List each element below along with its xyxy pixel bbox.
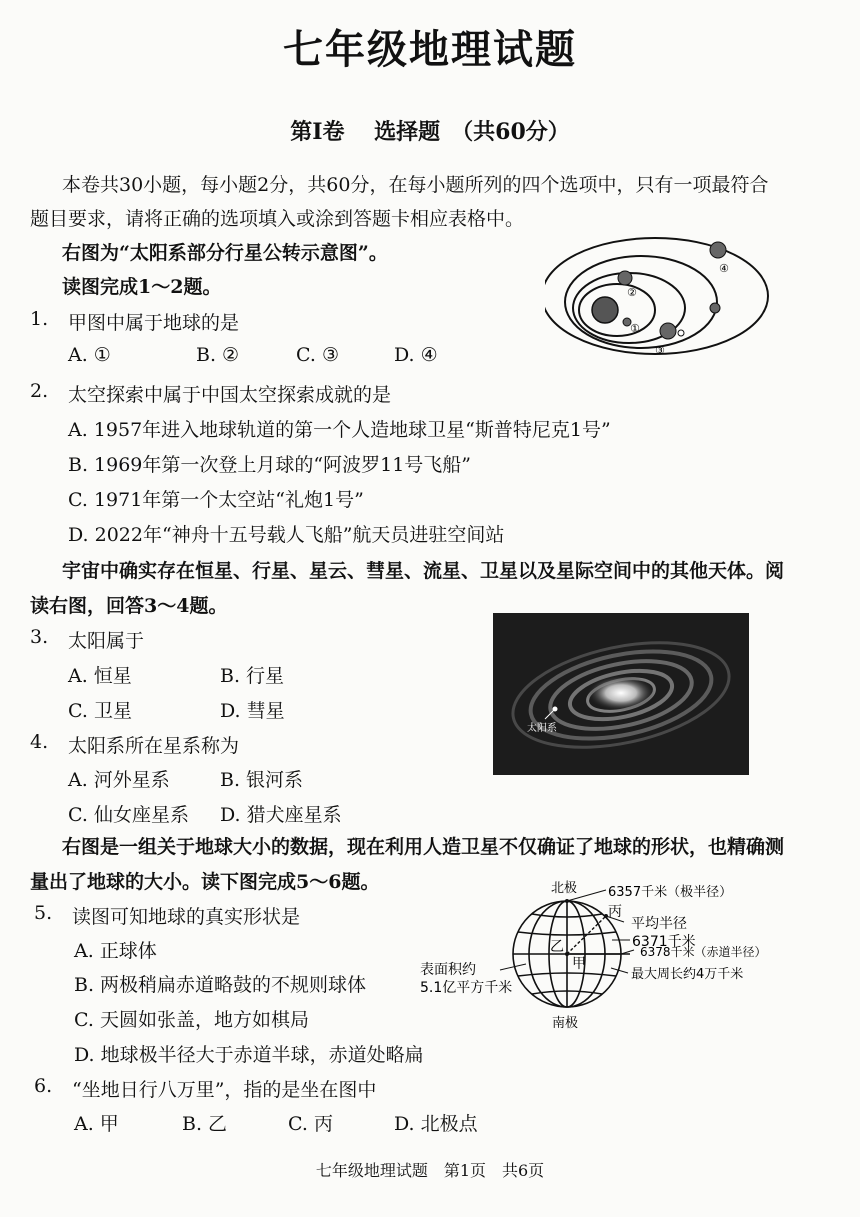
q3-option-d: D. 彗星 xyxy=(220,700,285,722)
equatorial-radius-label: 6378千米（赤道半径） xyxy=(640,945,767,959)
q4-option-c: C. 仙女座星系 xyxy=(68,804,189,826)
label-4: ④ xyxy=(719,262,729,275)
q3-option-c: C. 卫星 xyxy=(68,700,132,722)
label-1: ① xyxy=(630,322,640,335)
q1-option-b: B. ② xyxy=(196,344,240,366)
group3-lead-1: 右图是一组关于地球大小的数据，现在利用人造卫星不仅确证了地球的形状，也精确测 xyxy=(62,836,785,858)
q3-option-a: A. 恒星 xyxy=(68,665,132,687)
page-footer: 七年级地理试题 第1页 共6页 xyxy=(315,1161,545,1180)
q5-option-c: C. 天圆如张盖，地方如棋局 xyxy=(74,1009,309,1031)
q1-number: 1. xyxy=(30,308,49,330)
orbit-3 xyxy=(565,256,717,348)
q4-option-a: A. 河外星系 xyxy=(68,769,170,791)
q4-number: 4. xyxy=(30,731,49,753)
planet-outer xyxy=(710,303,720,313)
label-2: ② xyxy=(627,286,637,299)
group1-read: 读图完成1～2题。 xyxy=(62,276,222,298)
point-yi-label: 乙 xyxy=(550,939,564,955)
surface-area-value: 5.1亿平方千米 xyxy=(420,980,513,996)
q3-number: 3. xyxy=(30,626,49,648)
q2-option-a: A. 1957年进入地球轨道的第一个人造地球卫星“斯普特尼克1号” xyxy=(68,419,611,441)
group2-lead-2: 读右图，回答3～4题。 xyxy=(30,595,228,617)
q1-stem: 甲图中属于地球的是 xyxy=(68,312,240,334)
q5-option-a: A. 正球体 xyxy=(74,940,157,962)
galaxy-image xyxy=(493,613,749,775)
q1-option-a: A. ① xyxy=(68,344,111,366)
earth-size-figure xyxy=(412,874,792,1034)
q6-option-a: A. 甲 xyxy=(74,1113,119,1135)
q6-stem: “坐地日行八万里”，指的是坐在图中 xyxy=(72,1079,377,1101)
surface-area-title: 表面积约 xyxy=(420,962,476,978)
galaxy-figure xyxy=(493,613,749,775)
q5-option-b: B. 两极稍扁赤道略鼓的不规则球体 xyxy=(74,974,367,996)
intro-line-1: 本卷共30小题，每小题2分，共60分，在每小题所列的四个选项中，只有一项最符合 xyxy=(62,174,769,196)
q4-option-d: D. 猎犬座星系 xyxy=(220,804,342,826)
group3-lead-2: 量出了地球的大小。读下图完成5～6题。 xyxy=(30,871,380,893)
q3-stem: 太阳属于 xyxy=(68,630,145,652)
sun-icon xyxy=(592,297,618,323)
point-bing-label: 丙 xyxy=(608,904,622,920)
q2-option-b: B. 1969年第一次登上月球的“阿波罗11号飞船” xyxy=(68,454,471,476)
intro-line-2: 题目要求，请将正确的选项填入或涂到答题卡相应表格中。 xyxy=(30,208,525,230)
north-pole-label: 北极 xyxy=(551,881,578,896)
mean-radius-label: 6371千米 xyxy=(632,934,696,950)
q1-option-c: C. ③ xyxy=(296,344,339,366)
circumference-label: 最大周长约4万千米 xyxy=(631,967,744,982)
mean-radius-title: 平均半径 xyxy=(631,916,687,932)
galaxy-label: 太阳系 xyxy=(527,723,557,734)
q3-option-b: B. 行星 xyxy=(220,665,285,687)
solar-system-figure xyxy=(545,232,775,362)
polar-radius-label: 6357千米（极半径） xyxy=(608,885,733,900)
group2-lead-1: 宇宙中确实存在恒星、行星、星云、彗星、流星、卫星以及星际空间中的其他天体。阅 xyxy=(62,560,785,582)
page-title: 七年级地理试题 xyxy=(283,26,577,73)
group1-lead: 右图为“太阳系部分行星公转示意图”。 xyxy=(62,242,388,264)
planet-2 xyxy=(618,271,632,285)
south-pole-label: 南极 xyxy=(552,1016,579,1031)
section-heading: 第I卷 选择题 （共60分） xyxy=(290,119,570,145)
label-3: ③ xyxy=(655,344,665,357)
q6-number: 6. xyxy=(34,1075,53,1097)
point-jia-label: 甲 xyxy=(572,956,586,972)
q5-stem: 读图可知地球的真实形状是 xyxy=(72,906,301,928)
planet-3 xyxy=(660,323,676,339)
orbit-4 xyxy=(545,238,768,354)
q6-option-c: C. 丙 xyxy=(288,1113,333,1135)
planet-4 xyxy=(710,242,726,258)
q6-option-b: B. 乙 xyxy=(182,1113,228,1135)
q4-option-b: B. 银河系 xyxy=(220,769,304,791)
q6-option-d: D. 北极点 xyxy=(394,1113,478,1135)
q2-option-c: C. 1971年第一个太空站“礼炮1号” xyxy=(68,489,364,511)
q4-stem: 太阳系所在星系称为 xyxy=(68,735,240,757)
q1-option-d: D. ④ xyxy=(394,344,438,366)
q2-option-d: D. 2022年“神舟十五号载人飞船”航天员进驻空间站 xyxy=(68,524,505,546)
q2-stem: 太空探索中属于中国太空探索成就的是 xyxy=(68,384,392,406)
q5-number: 5. xyxy=(34,902,53,924)
moon-icon xyxy=(678,330,684,336)
q2-number: 2. xyxy=(30,380,49,402)
q5-option-d: D. 地球极半径大于赤道半球，赤道处略扁 xyxy=(74,1044,424,1066)
